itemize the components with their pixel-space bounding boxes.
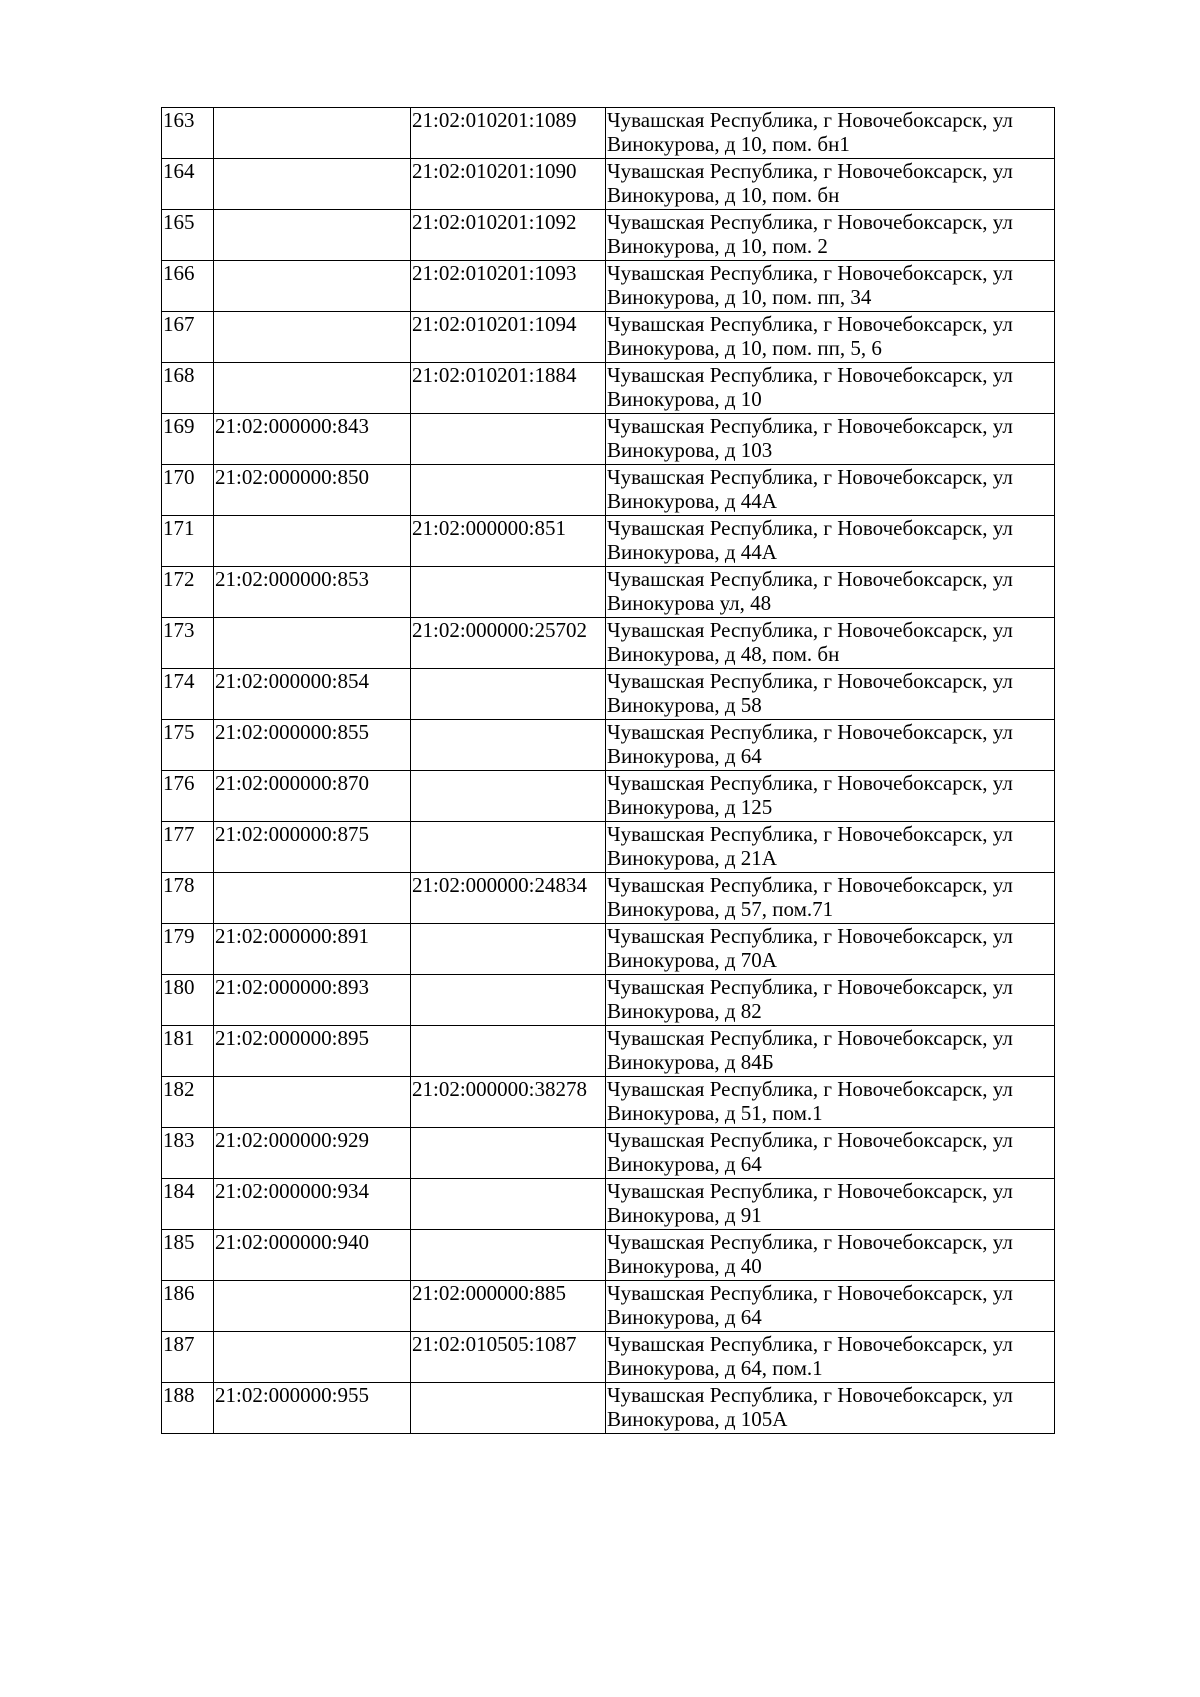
cadastral-number-cell (214, 363, 411, 414)
cadastral-number-cell (214, 210, 411, 261)
address-line-region: Чувашская Республика, г Новочебоксарск, ул (607, 1077, 1013, 1101)
table-row (162, 975, 1055, 1026)
address-line-street: Винокурова, д 10, пом. пп, 5, 6 (607, 336, 882, 360)
table-row (162, 618, 1055, 669)
row-number-cell: 173 (162, 618, 214, 669)
address-cell (606, 771, 1055, 822)
address-line-street: Винокурова, д 10, пом. бн1 (607, 132, 850, 156)
row-number-cell: 179 (162, 924, 214, 975)
address-line-region: Чувашская Республика, г Новочебоксарск, ул (607, 567, 1013, 591)
table-row (162, 1383, 1055, 1434)
address-line-street: Винокурова, д 82 (607, 999, 762, 1023)
address-line-region: Чувашская Республика, г Новочебоксарск, ул (607, 261, 1013, 285)
premises-cadastral-number-cell: 21:02:010201:1093 (411, 261, 606, 312)
premises-cadastral-number-cell (411, 414, 606, 465)
address-cell (606, 1077, 1055, 1128)
cadastral-number-cell: 21:02:000000:955 (214, 1383, 411, 1434)
address-line-region: Чувашская Республика, г Новочебоксарск, ул (607, 720, 1013, 744)
address-cell (606, 669, 1055, 720)
table-row (162, 159, 1055, 210)
table-row (162, 1077, 1055, 1128)
row-number-cell: 174 (162, 669, 214, 720)
premises-cadastral-number-cell (411, 669, 606, 720)
premises-cadastral-number-cell: 21:02:000000:38278 (411, 1077, 606, 1128)
address-cell (606, 210, 1055, 261)
address-line-street: Винокурова, д 48, пом. бн (607, 642, 840, 666)
row-number-cell: 169 (162, 414, 214, 465)
table-row (162, 873, 1055, 924)
row-number-cell: 165 (162, 210, 214, 261)
premises-cadastral-number-cell (411, 567, 606, 618)
table-body (162, 108, 1055, 1434)
address-line-street: Винокурова, д 51, пом.1 (607, 1101, 823, 1125)
address-cell (606, 567, 1055, 618)
table-row (162, 567, 1055, 618)
table-row (162, 465, 1055, 516)
premises-cadastral-number-cell (411, 924, 606, 975)
address-line-region: Чувашская Республика, г Новочебоксарск, ул (607, 618, 1013, 642)
cadastral-number-cell (214, 159, 411, 210)
address-cell (606, 618, 1055, 669)
cadastral-number-cell (214, 618, 411, 669)
row-number-cell: 181 (162, 1026, 214, 1077)
address-cell (606, 822, 1055, 873)
address-line-street: Винокурова, д 44А (607, 489, 777, 513)
address-cell (606, 108, 1055, 159)
cadastral-number-cell (214, 108, 411, 159)
address-line-street: Винокурова, д 10 (607, 387, 762, 411)
row-number-cell: 185 (162, 1230, 214, 1281)
address-line-region: Чувашская Республика, г Новочебоксарск, ул (607, 771, 1013, 795)
cadastral-number-cell: 21:02:000000:934 (214, 1179, 411, 1230)
cadastral-number-cell: 21:02:000000:875 (214, 822, 411, 873)
row-number-cell: 188 (162, 1383, 214, 1434)
address-cell (606, 1179, 1055, 1230)
cadastral-number-cell: 21:02:000000:854 (214, 669, 411, 720)
cadastral-number-cell (214, 1077, 411, 1128)
row-number-cell: 171 (162, 516, 214, 567)
premises-cadastral-number-cell (411, 1383, 606, 1434)
cadastral-number-cell: 21:02:000000:891 (214, 924, 411, 975)
row-number-cell: 167 (162, 312, 214, 363)
table-row (162, 1179, 1055, 1230)
premises-cadastral-number-cell: 21:02:010505:1087 (411, 1332, 606, 1383)
address-cell (606, 363, 1055, 414)
address-line-street: Винокурова ул, 48 (607, 591, 772, 615)
address-line-region: Чувашская Республика, г Новочебоксарск, ул (607, 414, 1013, 438)
row-number-cell: 186 (162, 1281, 214, 1332)
premises-cadastral-number-cell (411, 1128, 606, 1179)
address-line-region: Чувашская Республика, г Новочебоксарск, ул (607, 516, 1013, 540)
address-line-street: Винокурова, д 40 (607, 1254, 762, 1278)
cadastral-number-cell (214, 261, 411, 312)
row-number-cell: 183 (162, 1128, 214, 1179)
cadastral-number-cell (214, 1332, 411, 1383)
address-line-street: Винокурова, д 57, пом.71 (607, 897, 834, 921)
premises-cadastral-number-cell (411, 720, 606, 771)
table-row (162, 822, 1055, 873)
address-line-region: Чувашская Республика, г Новочебоксарск, ул (607, 465, 1013, 489)
row-number-cell: 178 (162, 873, 214, 924)
table-row (162, 771, 1055, 822)
premises-cadastral-number-cell: 21:02:010201:1092 (411, 210, 606, 261)
premises-cadastral-number-cell: 21:02:000000:851 (411, 516, 606, 567)
address-cell (606, 720, 1055, 771)
address-line-region: Чувашская Республика, г Новочебоксарск, ул (607, 822, 1013, 846)
cadastral-number-cell: 21:02:000000:850 (214, 465, 411, 516)
premises-cadastral-number-cell (411, 1230, 606, 1281)
address-cell (606, 975, 1055, 1026)
cadastral-number-cell: 21:02:000000:940 (214, 1230, 411, 1281)
premises-cadastral-number-cell (411, 822, 606, 873)
address-line-street: Винокурова, д 84Б (607, 1050, 774, 1074)
premises-cadastral-number-cell: 21:02:010201:1089 (411, 108, 606, 159)
address-line-street: Винокурова, д 125 (607, 795, 773, 819)
address-line-region: Чувашская Республика, г Новочебоксарск, ул (607, 1230, 1013, 1254)
address-cell (606, 261, 1055, 312)
address-line-region: Чувашская Республика, г Новочебоксарск, ул (607, 873, 1013, 897)
address-cell (606, 1383, 1055, 1434)
cadastral-number-cell: 21:02:000000:929 (214, 1128, 411, 1179)
address-cell (606, 1026, 1055, 1077)
row-number-cell: 175 (162, 720, 214, 771)
address-cell (606, 1128, 1055, 1179)
row-number-cell: 182 (162, 1077, 214, 1128)
premises-cadastral-number-cell: 21:02:000000:24834 (411, 873, 606, 924)
table-row (162, 924, 1055, 975)
address-line-region: Чувашская Республика, г Новочебоксарск, ул (607, 1332, 1013, 1356)
address-line-region: Чувашская Республика, г Новочебоксарск, ул (607, 1281, 1013, 1305)
address-cell (606, 516, 1055, 567)
address-cell (606, 924, 1055, 975)
table-row (162, 1281, 1055, 1332)
address-line-region: Чувашская Республика, г Новочебоксарск, ул (607, 108, 1013, 132)
premises-cadastral-number-cell: 21:02:000000:25702 (411, 618, 606, 669)
address-line-region: Чувашская Республика, г Новочебоксарск, ул (607, 159, 1013, 183)
table-row (162, 669, 1055, 720)
address-line-region: Чувашская Республика, г Новочебоксарск, ул (607, 1128, 1013, 1152)
address-line-region: Чувашская Республика, г Новочебоксарск, ул (607, 363, 1013, 387)
premises-cadastral-number-cell: 21:02:010201:1090 (411, 159, 606, 210)
address-cell (606, 312, 1055, 363)
row-number-cell: 176 (162, 771, 214, 822)
row-number-cell: 170 (162, 465, 214, 516)
premises-cadastral-number-cell (411, 1026, 606, 1077)
address-line-street: Винокурова, д 64, пом.1 (607, 1356, 823, 1380)
cadastral-number-cell: 21:02:000000:870 (214, 771, 411, 822)
table-row (162, 363, 1055, 414)
cadastral-number-cell (214, 873, 411, 924)
table-row (162, 1026, 1055, 1077)
cadastral-number-cell (214, 1281, 411, 1332)
address-line-region: Чувашская Республика, г Новочебоксарск, ул (607, 1179, 1013, 1203)
address-line-street: Винокурова, д 105А (607, 1407, 788, 1431)
address-line-street: Винокурова, д 64 (607, 744, 762, 768)
address-cell (606, 465, 1055, 516)
address-line-street: Винокурова, д 64 (607, 1152, 762, 1176)
table-row (162, 312, 1055, 363)
table-row (162, 1332, 1055, 1383)
cadastral-number-cell (214, 312, 411, 363)
address-cell (606, 1332, 1055, 1383)
address-cell (606, 1281, 1055, 1332)
address-line-region: Чувашская Республика, г Новочебоксарск, ул (607, 1383, 1013, 1407)
row-number-cell: 166 (162, 261, 214, 312)
table-row (162, 108, 1055, 159)
cadastral-number-cell: 21:02:000000:893 (214, 975, 411, 1026)
premises-cadastral-number-cell (411, 465, 606, 516)
address-line-region: Чувашская Республика, г Новочебоксарск, ул (607, 312, 1013, 336)
premises-cadastral-number-cell: 21:02:000000:885 (411, 1281, 606, 1332)
address-cell (606, 159, 1055, 210)
row-number-cell: 163 (162, 108, 214, 159)
address-line-street: Винокурова, д 10, пом. пп, 34 (607, 285, 872, 309)
premises-cadastral-number-cell: 21:02:010201:1884 (411, 363, 606, 414)
row-number-cell: 184 (162, 1179, 214, 1230)
address-cell (606, 873, 1055, 924)
table-row (162, 414, 1055, 465)
address-line-street: Винокурова, д 70А (607, 948, 777, 972)
address-line-street: Винокурова, д 21А (607, 846, 777, 870)
row-number-cell: 168 (162, 363, 214, 414)
row-number-cell: 180 (162, 975, 214, 1026)
address-line-street: Винокурова, д 10, пом. 2 (607, 234, 828, 258)
cadastral-number-cell: 21:02:000000:855 (214, 720, 411, 771)
address-line-street: Винокурова, д 103 (607, 438, 773, 462)
address-line-street: Винокурова, д 64 (607, 1305, 762, 1329)
premises-cadastral-number-cell (411, 771, 606, 822)
address-line-region: Чувашская Республика, г Новочебоксарск, ул (607, 924, 1013, 948)
row-number-cell: 172 (162, 567, 214, 618)
address-line-street: Винокурова, д 58 (607, 693, 762, 717)
cadastral-number-cell: 21:02:000000:853 (214, 567, 411, 618)
row-number-cell: 187 (162, 1332, 214, 1383)
cadastral-number-cell: 21:02:000000:843 (214, 414, 411, 465)
table-row (162, 1230, 1055, 1281)
table-row (162, 261, 1055, 312)
row-number-cell: 164 (162, 159, 214, 210)
table-row (162, 210, 1055, 261)
address-line-region: Чувашская Республика, г Новочебоксарск, ул (607, 669, 1013, 693)
address-cell (606, 414, 1055, 465)
address-line-street: Винокурова, д 91 (607, 1203, 762, 1227)
premises-cadastral-number-cell (411, 1179, 606, 1230)
address-line-region: Чувашская Республика, г Новочебоксарск, ул (607, 210, 1013, 234)
premises-cadastral-number-cell (411, 975, 606, 1026)
address-line-street: Винокурова, д 44А (607, 540, 777, 564)
table-row (162, 1128, 1055, 1179)
table-row (162, 720, 1055, 771)
row-number-cell: 177 (162, 822, 214, 873)
premises-cadastral-number-cell: 21:02:010201:1094 (411, 312, 606, 363)
address-line-street: Винокурова, д 10, пом. бн (607, 183, 840, 207)
property-registry-table (161, 107, 1055, 1434)
address-line-region: Чувашская Республика, г Новочебоксарск, ул (607, 975, 1013, 999)
address-cell (606, 1230, 1055, 1281)
cadastral-number-cell (214, 516, 411, 567)
table-row (162, 516, 1055, 567)
address-line-region: Чувашская Республика, г Новочебоксарск, ул (607, 1026, 1013, 1050)
cadastral-number-cell: 21:02:000000:895 (214, 1026, 411, 1077)
